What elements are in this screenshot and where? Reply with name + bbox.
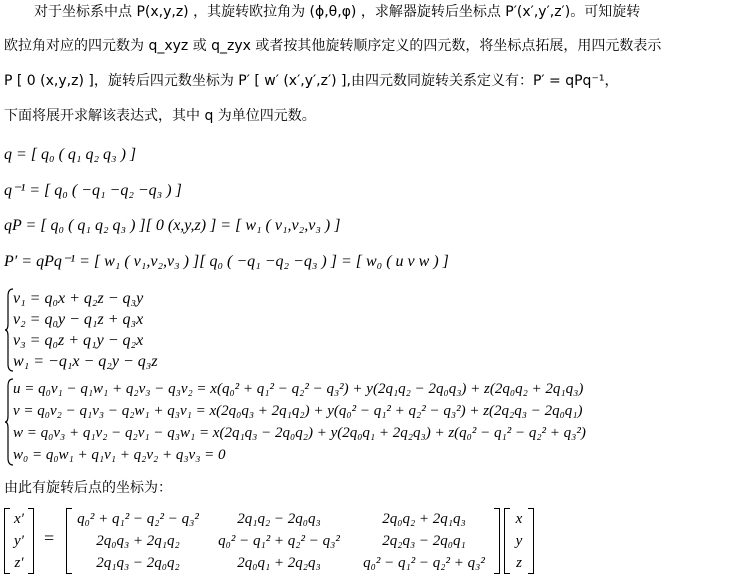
lhs-entry: y′ (14, 533, 24, 549)
rhs-entry: x (515, 511, 523, 527)
matrix-entry: q₀² − q₁² + q₂² − q₃² (218, 533, 340, 549)
rhs-entry: y (515, 533, 523, 549)
matrix-entry: q₀² − q₁² − q₂² + q₃² (363, 555, 485, 571)
matrix-entry: 2q₁q₃ − 2q₀q₂ (96, 555, 180, 571)
lhs-entry: x′ (14, 511, 24, 527)
equation-qP: qP = [ q₀ ( q₁ q₂ q₃ ) ][ 0 (x,y,z) ] = [ w₁ ( v₁,v₂,v₃ ) ] (4, 217, 341, 234)
matrix-entry: q₀² + q₁² − q₂² − q₃² (77, 511, 199, 527)
equals-sign: = (44, 528, 55, 548)
paragraph-line-2: 欧拉角对应的四元数为 q_xyz 或 q_zyx 或者按其他旋转顺序定义的四元数，将坐标点拓展，用四元数表示 (4, 38, 662, 54)
lhs-vector (4, 508, 34, 574)
matrix-entry: 2q₀q₃ + 2q₁q₂ (96, 533, 180, 549)
system-1-row: v₂ = q₀y − q₁z + q₃x (13, 311, 144, 328)
system-2-row: v = q₀v₂ − q₁v₃ − q₂w₁ + q₃v₁ = x(2q₀q₃ + 2q₁q₂) + y(q₀² − q₁² + q₂² − q₃²) + z(2q₂q₃ − 2q₀q₁) (13, 403, 583, 419)
paragraph-line-1: 对于坐标系中点 P(x,y,z) ，其旋转欧拉角为 (ϕ,θ,φ) ，求解器旋转后坐标点 P′(x′,y′,z′)。可知旋转 (34, 4, 641, 20)
matrix-entry: 2q₀q₁ + 2q₂q₃ (237, 555, 321, 571)
system-1-row: v₁ = q₀x + q₂z − q₃y (13, 290, 144, 307)
lhs-entry: z′ (14, 555, 24, 571)
rotation-matrix (66, 508, 500, 574)
equation-q: q = [ q₀ ( q₁ q₂ q₃ ) ] (4, 146, 137, 163)
equation-P-prime: P′ = qPq⁻¹ = [ w₁ ( v₁,v₂,v₃ ) ][ q₀ ( −q₁ −q₂ −q₃ ) ] = [ w₀ ( u v w ) ] (4, 253, 449, 270)
rhs-vector (504, 508, 534, 574)
paragraph-line-3: P [ 0 (x,y,z) ]，旋转后四元数坐标为 P′ [ w′ (x′,y′,z′) ],由四元数同旋转关系定义有：P′ = qPq⁻¹， (4, 73, 619, 89)
matrix-entry: 2q₂q₃ − 2q₀q₁ (382, 533, 466, 549)
paragraph-line-4: 下面将展开求解该表达式，其中 q 为单位四元数。 (4, 108, 316, 124)
system-1-row: w₁ = −q₁x − q₂y − q₃z (13, 353, 158, 370)
result-caption: 由此有旋转后点的坐标为： (4, 480, 172, 496)
equation-q-inverse: q⁻¹ = [ q₀ ( −q₁ −q₂ −q₃ ) ] (4, 182, 182, 199)
system-2-row: u = q₀v₁ − q₁w₁ + q₂v₃ − q₃v₂ = x(q₀² + q₁² − q₂² − q₃²) + y(2q₁q₂ − 2q₀q₃) + z(2q₀q₂ + 2q₁q₃) (13, 381, 584, 397)
system-1-row: v₃ = q₀z + q₁y − q₂x (13, 332, 144, 349)
rhs-entry: z (516, 555, 522, 571)
system-2-row: w₀ = q₀w₁ + q₁v₁ + q₂v₂ + q₃v₃ = 0 (13, 447, 226, 463)
system-2-row: w = q₀v₃ + q₁v₂ − q₂v₁ − q₃w₁ = x(2q₁q₃ − 2q₀q₂) + y(2q₀q₁ + 2q₂q₃) + z(q₀² − q₁² − q₂² + q₃²) (13, 425, 586, 441)
matrix-entry: 2q₁q₂ − 2q₀q₃ (237, 511, 321, 527)
matrix-entry: 2q₀q₂ + 2q₁q₃ (382, 511, 466, 527)
